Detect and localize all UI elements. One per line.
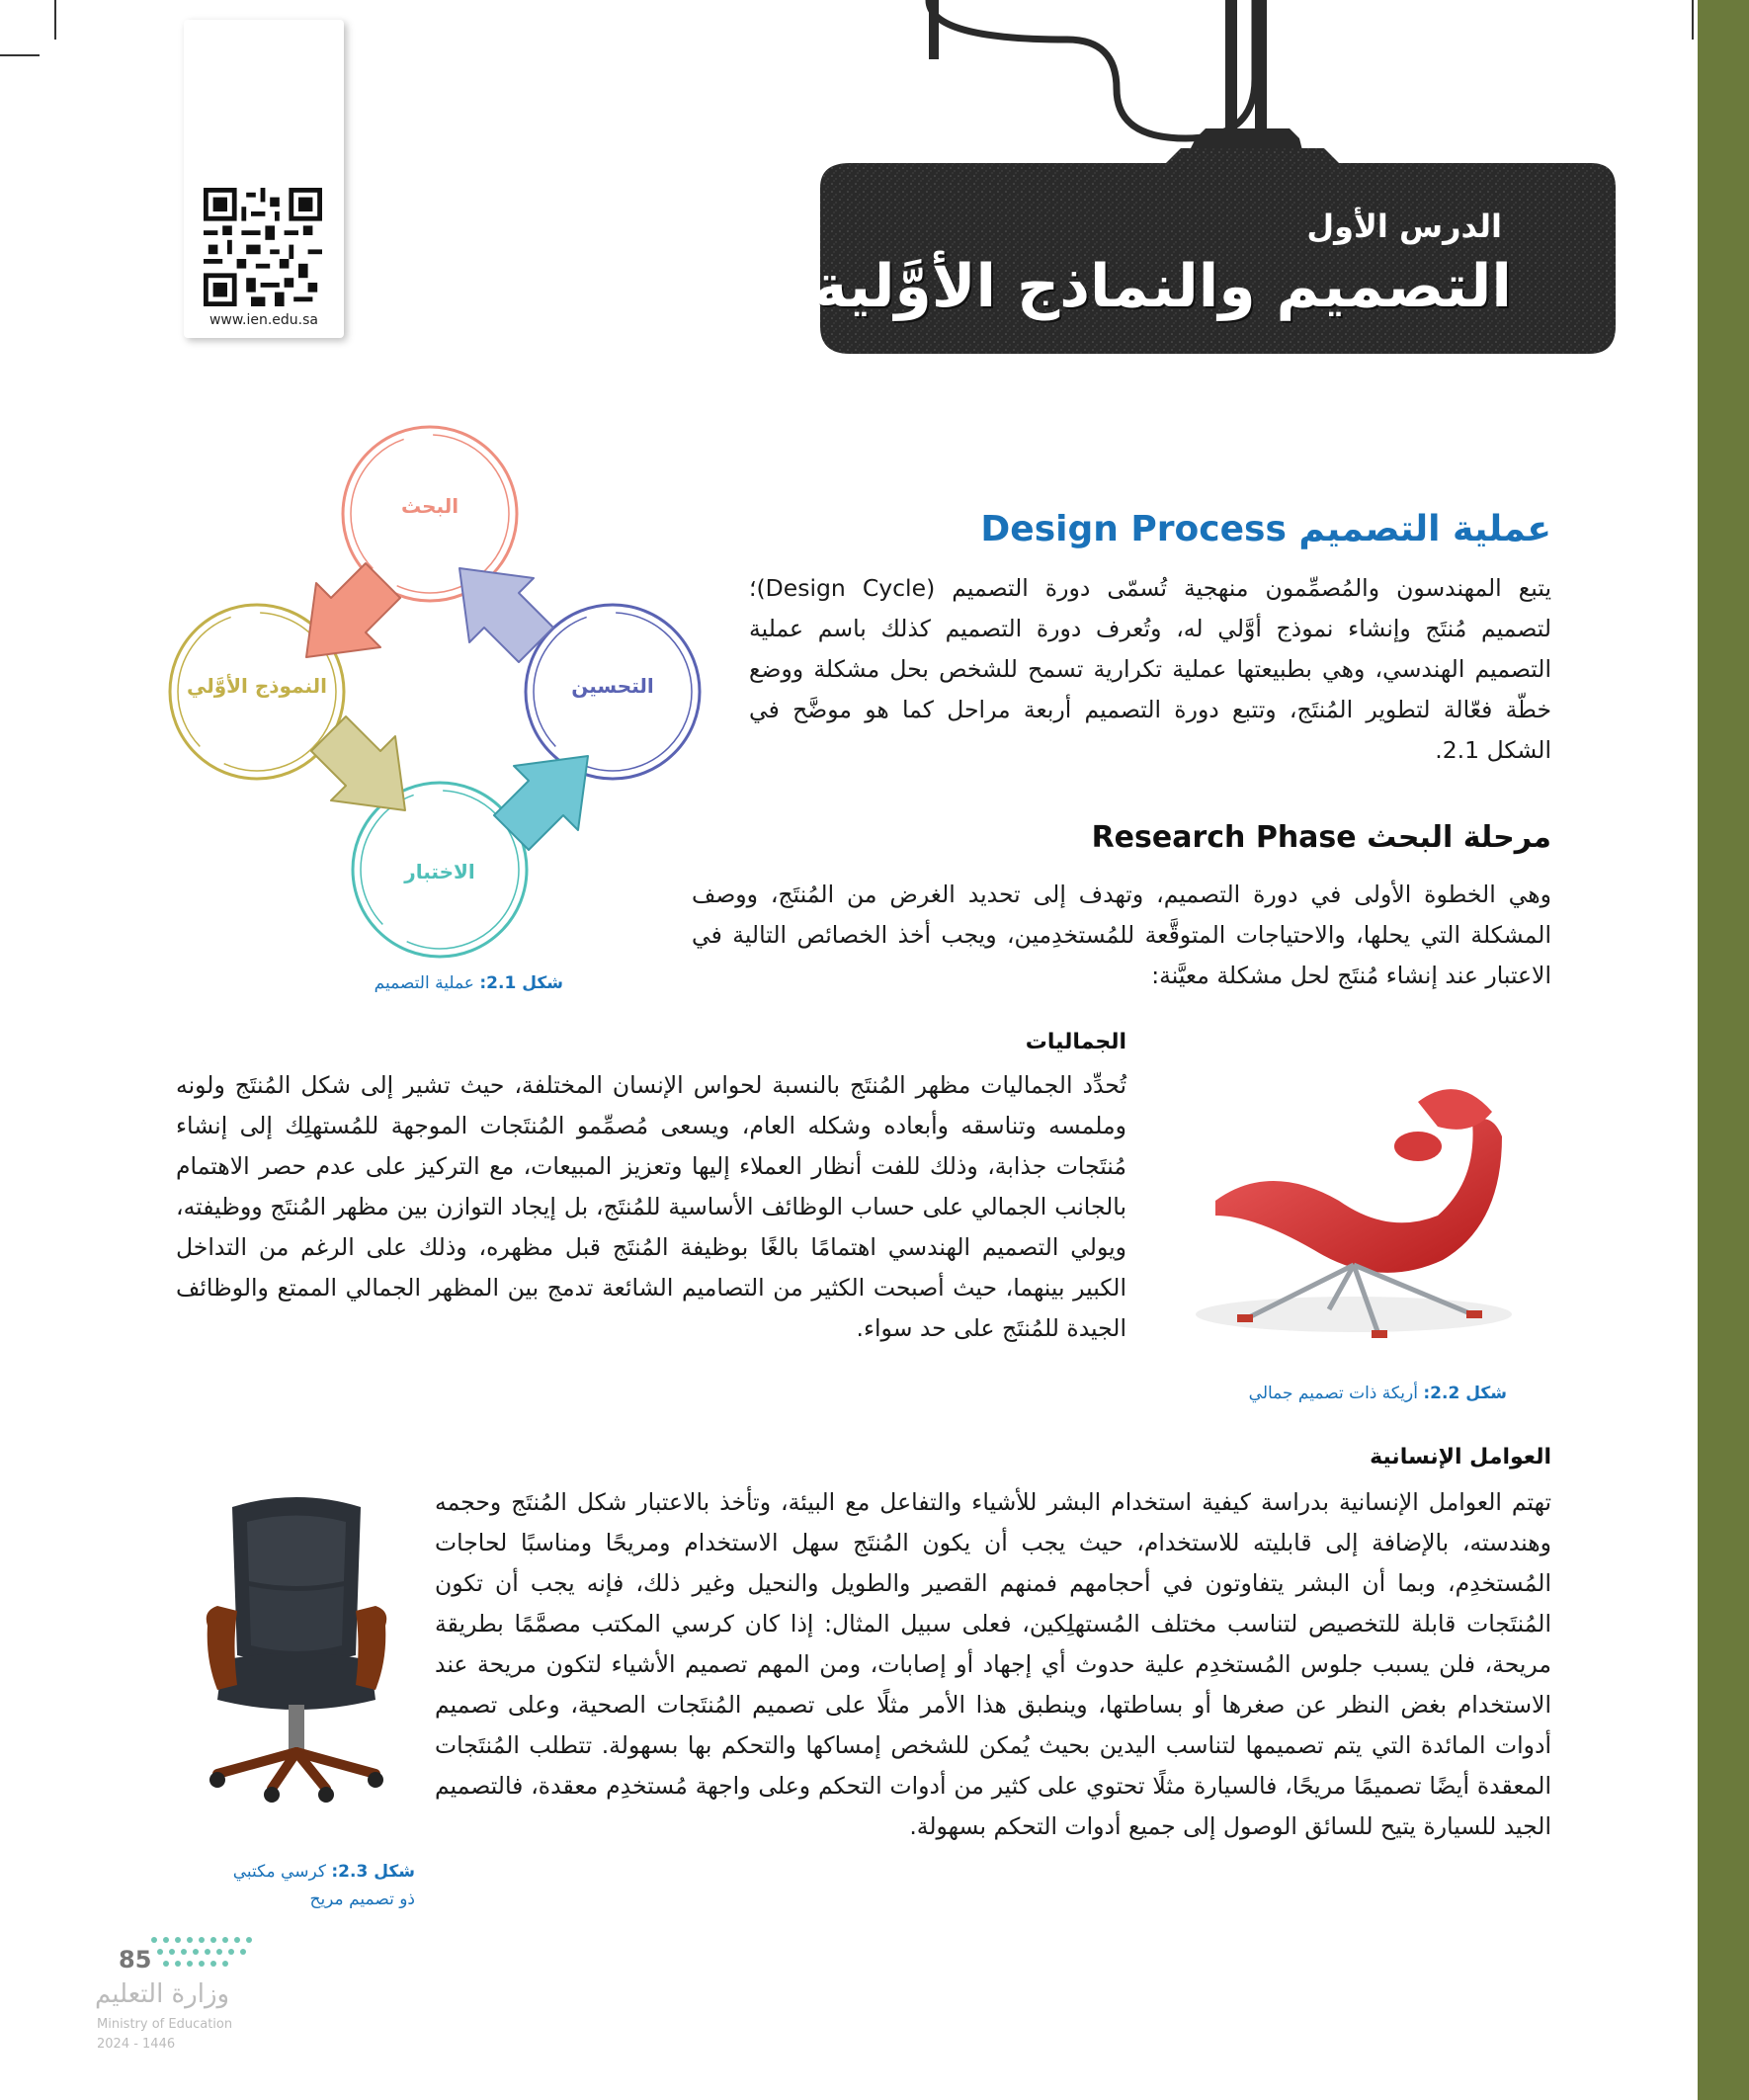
stage-label-test: الاختبار xyxy=(404,860,475,883)
paragraph-human-factors: تهتم العوامل الإنسانية بدراسة كيفية استخدام البشر للأشياء والتفاعل مع البيئة، وتأخذ بالاعتبار شكل المُنتَج وحجمه وهندسته، بالإضافة إلى قابليته للاستخدام، حيث يجب أن يكون المُنتَج سهل الاستخدام ومريحًا ومناسبًا لحاجات المُستخدِم، وبما أن البشر يتفاوتون في أحجامهم فمنهم القصير والطويل والنحيل وغير ذلك، فإنه يجب أن تكون المُنتَجات قابلة للتخصيص لتناسب مختلف المُستهلِكين، فعلى سبيل المثال: إذا كان كرسي المكتب مصمَّمًا بطريقة مريحة، فلن يسبب جلوس المُستخدِم علية حدوث أي إجهاد أو إصابات، ومن المهم تصميم الأشياء لتكون مريحة عند الاستخدام بغض النظر عن صغرها أو بساطتها، وينطبق هذا الأمر مثلًا على تصميم المُنتَجات الصحية، وعلى تصميم أدوات المائدة التي يتم تصميمها لتناسب اليدين بحيث يُمكن للشخص إمساكها والتحكم بها بسهولة. تتطلب المُنتَجات المعقدة أيضًا تصميمًا مريحًا، فالسيارة مثلًا تحتوي على كثير من أدوات التحكم وعلى واجهة مُستخدِم معقدة، فالتصميم الجيد للسيارة يتيح للسائق الوصول إلى جميع أدوات التحكم بسهولة. xyxy=(435,1488,1551,1840)
figure-caption-2-3 xyxy=(178,1858,415,1913)
ministry-logo xyxy=(85,1932,273,2070)
ministry-name-en: Ministry of Education xyxy=(97,2017,233,2032)
section-heading-research: مرحلة البحث Research Phase xyxy=(1091,820,1551,855)
figure-caption-2-1 xyxy=(336,973,563,993)
crop-mark xyxy=(0,54,40,56)
ministry-name-ar: وزارة التعليم xyxy=(95,1979,230,2009)
lesson-header-banner xyxy=(791,0,1630,376)
caption-text: أريكة ذات تصميم جمالي xyxy=(1248,1384,1418,1403)
arrow-research-to-prototype xyxy=(306,563,400,657)
ministry-year: 2024 - 1446 xyxy=(97,2037,176,2052)
caption-text: ذو تصميم مريح xyxy=(309,1890,415,1909)
section-heading-aesthetics: الجماليات xyxy=(1025,1030,1126,1054)
stage-label-research: البحث xyxy=(400,494,459,518)
section-heading-design-process: عملية التصميم Design Process xyxy=(980,509,1551,549)
paragraph-aesthetics: تُحدِّد الجماليات مظهر المُنتَج بالنسبة لحواس الإنسان المختلفة، حيث تشير إلى شكل المُنتَج ولونه وملمسه وتناسقه وأبعاده وشكله العام، ويسعى مُصمِّمو المُنتَجات الموجهة للمُستهلِك إلى إنشاء مُنتَجات جذابة، وذلك للفت أنظار العملاء إليها وتعزيز المبيعات، مع التركيز على عدم حصر الاهتمام بالجانب الجمالي على حساب الوظائف الأساسية للمُنتَج، بل إيجاد التوازن بين مظهر المُنتَج ووظيفته، ويولي التصميم الهندسي اهتمامًا بالغًا بوظيفة المُنتَج قبل مظهره، وذلك على الرغم من التداخل الكبير بينهما، حيث أصبحت الكثير من التصاميم الشائعة تدمج بين المظهر الجمالي الممتع والوظائف الجيدة للمُنتَج على حد سواء. xyxy=(176,1071,1126,1342)
caption-number: شكل 2.1: xyxy=(479,973,563,993)
qr-card[interactable] xyxy=(184,20,344,338)
caption-number: شكل 2.3: xyxy=(331,1862,415,1882)
caption-text: كرسي مكتبي xyxy=(232,1862,326,1882)
logo-dots-icon xyxy=(144,1932,273,1981)
stage-label-prototype: النموذج الأوَّلي xyxy=(186,674,328,698)
side-color-bar xyxy=(1698,0,1749,2100)
office-chair-image xyxy=(178,1487,415,1804)
arrow-improve-to-research xyxy=(459,568,553,662)
caption-text: عملية التصميم xyxy=(374,973,474,993)
figure-caption-2-2 xyxy=(1186,1384,1507,1403)
paragraph-design-process: يتبع المهندسون والمُصمِّمون منهجية تُسمّى دورة التصميم (Design Cycle)؛ لتصميم مُنتَج وإنشاء نموذج أوَّلي له، وتُعرف دورة التصميم كذلك باسم عملية التصميم الهندسي، وهي بطبيعتها عملية تكرارية تسمح للشخص بحل مشكلة ووضع خطّة فعّالة لتطوير المُنتَج، وتتبع دورة التصميم أربعة مراحل كما هو موضَّح في الشكل 2.1. xyxy=(749,574,1551,764)
crop-mark xyxy=(54,0,56,40)
qr-code-icon xyxy=(204,188,322,306)
paragraph-research: وهي الخطوة الأولى في دورة التصميم، وتهدف إلى تحديد الغرض من المُنتَج، ووصف المشكلة التي يحلها، والاحتياجات المتوقَّعة للمُستخدِمين، ويجب أخذ الخصائص التالية في الاعتبار عند إنشاء مُنتَج لحل مشكلة معيَّنة: xyxy=(692,881,1551,989)
arrow-test-to-improve xyxy=(494,756,588,850)
lesson-title: التصميم والنماذج الأوَّلية xyxy=(812,252,1512,321)
caption-number: شكل 2.2: xyxy=(1423,1384,1507,1403)
lesson-label: الدرس الأول xyxy=(1306,208,1502,245)
qr-url[interactable]: www.ien.edu.sa xyxy=(208,312,319,328)
stage-label-improve: التحسين xyxy=(571,674,654,698)
page-number: 85 xyxy=(119,1946,152,1974)
design-cycle-diagram xyxy=(158,415,731,968)
section-heading-human-factors: العوامل الإنسانية xyxy=(1370,1445,1551,1470)
lounge-chair-image xyxy=(1176,1067,1532,1354)
crop-mark xyxy=(1692,0,1694,40)
